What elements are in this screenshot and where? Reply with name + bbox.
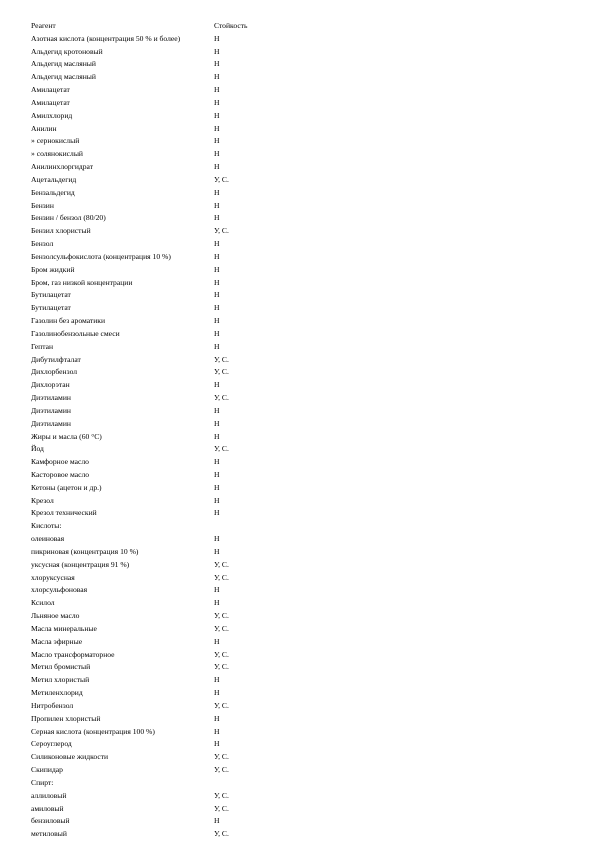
resistance-cell: Н bbox=[214, 495, 220, 505]
resistance-cell: У, С. bbox=[214, 572, 229, 582]
reagent-cell: Метиленхлорид bbox=[31, 688, 83, 698]
table-row bbox=[31, 418, 571, 431]
resistance-cell: Н bbox=[214, 85, 220, 95]
resistance-cell: Н bbox=[214, 97, 220, 107]
resistance-cell: У, С. bbox=[214, 662, 229, 672]
table-row bbox=[31, 341, 571, 354]
table-row bbox=[31, 110, 571, 123]
table-row bbox=[31, 713, 571, 726]
resistance-cell: Н bbox=[214, 200, 220, 210]
table-row bbox=[31, 71, 571, 84]
table-row bbox=[31, 379, 571, 392]
reagent-cell: Крезол технический bbox=[31, 508, 97, 518]
table-row bbox=[31, 636, 571, 649]
reagent-cell: » сернокислый bbox=[31, 136, 80, 146]
table-row bbox=[31, 174, 571, 187]
table-row bbox=[31, 469, 571, 482]
resistance-cell: У, С. bbox=[214, 752, 229, 762]
reagent-cell: » солянокислый bbox=[31, 149, 83, 159]
table-row bbox=[31, 33, 571, 46]
table-row bbox=[31, 328, 571, 341]
resistance-cell: Н bbox=[214, 46, 220, 56]
reagent-cell: Масла минеральные bbox=[31, 623, 97, 633]
table-row bbox=[31, 148, 571, 161]
table-row bbox=[31, 264, 571, 277]
table-row bbox=[31, 251, 571, 264]
resistance-cell: Н bbox=[214, 636, 220, 646]
resistance-cell: Н bbox=[214, 187, 220, 197]
reagent-cell: Анилин bbox=[31, 123, 57, 133]
reagent-cell: пикриновая (концентрация 10 %) bbox=[31, 546, 139, 556]
resistance-cell: Н bbox=[214, 264, 220, 274]
resistance-cell: У, С. bbox=[214, 393, 229, 403]
resistance-cell: Н bbox=[214, 303, 220, 313]
reagent-cell: Дихлорэтан bbox=[31, 380, 70, 390]
resistance-cell: Н bbox=[214, 457, 220, 467]
reagent-cell: Газолин без ароматики bbox=[31, 316, 106, 326]
resistance-cell: Н bbox=[214, 598, 220, 608]
resistance-cell: У, С. bbox=[214, 611, 229, 621]
resistance-cell: Н bbox=[214, 341, 220, 351]
reagent-cell: Азотная кислота (концентрация 50 % и более) bbox=[31, 33, 181, 43]
resistance-cell: Н bbox=[214, 33, 220, 43]
reagent-cell: амиловый bbox=[31, 803, 64, 813]
reagent-cell: Спирт: bbox=[31, 777, 54, 787]
table-row bbox=[31, 764, 571, 777]
header-resistance: Стойкость bbox=[214, 21, 248, 30]
table-row bbox=[31, 751, 571, 764]
reagent-cell: Гептан bbox=[31, 341, 54, 351]
reagent-cell: Бром, газ низкой концентрации bbox=[31, 277, 133, 287]
resistance-cell: Н bbox=[214, 713, 220, 723]
table-row bbox=[31, 58, 571, 71]
resistance-cell: Н bbox=[214, 816, 220, 826]
table-row bbox=[31, 546, 571, 559]
reagent-cell: Серная кислота (концентрация 100 %) bbox=[31, 726, 155, 736]
table-row bbox=[31, 520, 571, 533]
table-row bbox=[31, 623, 571, 636]
reagent-cell: Йод bbox=[31, 444, 44, 454]
resistance-cell: Н bbox=[214, 290, 220, 300]
resistance-cell: Н bbox=[214, 508, 220, 518]
table-row bbox=[31, 161, 571, 174]
reagent-cell: метиловый bbox=[31, 829, 67, 839]
resistance-cell: Н bbox=[214, 431, 220, 441]
reagent-cell: Амилацетат bbox=[31, 97, 70, 107]
table-row bbox=[31, 46, 571, 59]
reagent-cell: хлорсульфоновая bbox=[31, 585, 88, 595]
reagent-cell: Сероуглерод bbox=[31, 739, 72, 749]
reagent-cell: Бензальдегид bbox=[31, 187, 75, 197]
reagent-cell: Метил хлористый bbox=[31, 675, 90, 685]
resistance-cell: Н bbox=[214, 585, 220, 595]
resistance-cell: У, С. bbox=[214, 623, 229, 633]
table-row bbox=[31, 225, 571, 238]
resistance-cell: Н bbox=[214, 688, 220, 698]
table-row bbox=[31, 354, 571, 367]
resistance-cell: У, С. bbox=[214, 700, 229, 710]
table-row bbox=[31, 443, 571, 456]
resistance-cell: Н bbox=[214, 739, 220, 749]
reagent-cell: Камфорное масло bbox=[31, 457, 89, 467]
reagent-cell: Нитробензол bbox=[31, 700, 74, 710]
resistance-cell: У, С. bbox=[214, 803, 229, 813]
resistance-cell: У, С. bbox=[214, 174, 229, 184]
table-row bbox=[31, 315, 571, 328]
reagent-cell: Дихлорбензол bbox=[31, 367, 78, 377]
resistance-table bbox=[31, 20, 571, 841]
reagent-cell: Альдегид кротоновый bbox=[31, 46, 103, 56]
resistance-cell: Н bbox=[214, 534, 220, 544]
reagent-cell: уксусная (концентрация 91 %) bbox=[31, 559, 130, 569]
table-row bbox=[31, 738, 571, 751]
resistance-cell: Н bbox=[214, 482, 220, 492]
resistance-cell: Н bbox=[214, 469, 220, 479]
table-row bbox=[31, 277, 571, 290]
table-row bbox=[31, 790, 571, 803]
resistance-cell: Н bbox=[214, 405, 220, 415]
reagent-cell: Дибутилфталат bbox=[31, 354, 81, 364]
reagent-cell: Крезол bbox=[31, 495, 54, 505]
reagent-cell: Силиконовые жидкости bbox=[31, 752, 109, 762]
resistance-cell: У, С. bbox=[214, 444, 229, 454]
reagent-cell: Бензин bbox=[31, 200, 54, 210]
reagent-cell: Бензил хлористый bbox=[31, 226, 91, 236]
resistance-cell: У, С. bbox=[214, 790, 229, 800]
table-header-row bbox=[31, 20, 571, 33]
reagent-cell: хлоруксусная bbox=[31, 572, 75, 582]
table-row bbox=[31, 289, 571, 302]
reagent-cell: Альдегид масляный bbox=[31, 72, 96, 82]
table-row bbox=[31, 726, 571, 739]
resistance-cell: Н bbox=[214, 123, 220, 133]
resistance-cell: Н bbox=[214, 72, 220, 82]
table-row bbox=[31, 97, 571, 110]
table-row bbox=[31, 533, 571, 546]
table-row bbox=[31, 597, 571, 610]
reagent-cell: Бензол bbox=[31, 239, 54, 249]
table-row bbox=[31, 815, 571, 828]
resistance-cell: Н bbox=[214, 546, 220, 556]
resistance-cell: У, С. bbox=[214, 649, 229, 659]
table-row bbox=[31, 212, 571, 225]
table-row bbox=[31, 572, 571, 585]
resistance-cell: Н bbox=[214, 136, 220, 146]
reagent-cell: Ацетальдегид bbox=[31, 174, 77, 184]
reagent-cell: Газолинобензольные смеси bbox=[31, 328, 120, 338]
table-row bbox=[31, 700, 571, 713]
table-row bbox=[31, 687, 571, 700]
header-reagent: Реагент bbox=[31, 21, 56, 30]
resistance-cell: Н bbox=[214, 239, 220, 249]
reagent-cell: Бензин / бензол (80/20) bbox=[31, 213, 106, 223]
table-row bbox=[31, 649, 571, 662]
reagent-cell: Альдегид масляный bbox=[31, 59, 96, 69]
reagent-cell: Масла эфирные bbox=[31, 636, 83, 646]
resistance-cell: У, С. bbox=[214, 829, 229, 839]
reagent-cell: Кетоны (ацетон и др.) bbox=[31, 482, 102, 492]
resistance-cell: Н bbox=[214, 380, 220, 390]
table-row bbox=[31, 405, 571, 418]
table-row bbox=[31, 431, 571, 444]
table-row bbox=[31, 661, 571, 674]
reagent-cell: Ксилол bbox=[31, 598, 55, 608]
reagent-cell: олеиновая bbox=[31, 534, 65, 544]
reagent-cell: Кислоты: bbox=[31, 521, 62, 531]
table-row bbox=[31, 777, 571, 790]
table-row bbox=[31, 392, 571, 405]
table-row bbox=[31, 507, 571, 520]
reagent-cell: аллиловый bbox=[31, 790, 67, 800]
table-row bbox=[31, 559, 571, 572]
resistance-cell: Н bbox=[214, 726, 220, 736]
resistance-cell: Н bbox=[214, 213, 220, 223]
reagent-cell: Метил бромистый bbox=[31, 662, 91, 672]
resistance-cell: Н bbox=[214, 418, 220, 428]
table-row bbox=[31, 610, 571, 623]
table-row bbox=[31, 828, 571, 841]
reagent-cell: Диэтиламин bbox=[31, 405, 71, 415]
table-row bbox=[31, 187, 571, 200]
resistance-cell: У, С. bbox=[214, 559, 229, 569]
resistance-cell: Н bbox=[214, 251, 220, 261]
reagent-cell: Масло трансформаторное bbox=[31, 649, 115, 659]
resistance-cell: Н bbox=[214, 316, 220, 326]
reagent-cell: Диэтиламин bbox=[31, 418, 71, 428]
resistance-cell: У, С. bbox=[214, 765, 229, 775]
resistance-cell: Н bbox=[214, 162, 220, 172]
resistance-cell: Н bbox=[214, 149, 220, 159]
reagent-cell: Касторовое масло bbox=[31, 469, 90, 479]
reagent-cell: Диэтиламин bbox=[31, 393, 71, 403]
resistance-cell: У, С. bbox=[214, 226, 229, 236]
reagent-cell: Бутилацетат bbox=[31, 303, 71, 313]
table-row bbox=[31, 123, 571, 136]
resistance-cell: Н bbox=[214, 277, 220, 287]
table-row bbox=[31, 456, 571, 469]
reagent-cell: Бром жидкий bbox=[31, 264, 75, 274]
resistance-cell: Н bbox=[214, 328, 220, 338]
table-row bbox=[31, 302, 571, 315]
table-row bbox=[31, 803, 571, 816]
table-row bbox=[31, 238, 571, 251]
reagent-cell: Амилхлорид bbox=[31, 110, 73, 120]
resistance-cell: У, С. bbox=[214, 367, 229, 377]
table-row bbox=[31, 84, 571, 97]
table-row bbox=[31, 482, 571, 495]
resistance-cell: Н bbox=[214, 59, 220, 69]
reagent-cell: Жиры и масла (60 °С) bbox=[31, 431, 102, 441]
reagent-cell: бензиловый bbox=[31, 816, 70, 826]
table-row bbox=[31, 200, 571, 213]
reagent-cell: Бутилацетат bbox=[31, 290, 71, 300]
table-row bbox=[31, 584, 571, 597]
resistance-cell: У, С. bbox=[214, 354, 229, 364]
reagent-cell: Амилацетат bbox=[31, 85, 70, 95]
table-row bbox=[31, 495, 571, 508]
resistance-cell: Н bbox=[214, 110, 220, 120]
reagent-cell: Пропилен хлористый bbox=[31, 713, 101, 723]
reagent-cell: Скипидар bbox=[31, 765, 63, 775]
resistance-cell: Н bbox=[214, 675, 220, 685]
reagent-cell: Бензолсульфокислота (концентрация 10 %) bbox=[31, 251, 171, 261]
reagent-cell: Льняное масло bbox=[31, 611, 80, 621]
table-row bbox=[31, 135, 571, 148]
table-row bbox=[31, 674, 571, 687]
table-row bbox=[31, 366, 571, 379]
reagent-cell: Анилинхлоргидрат bbox=[31, 162, 94, 172]
